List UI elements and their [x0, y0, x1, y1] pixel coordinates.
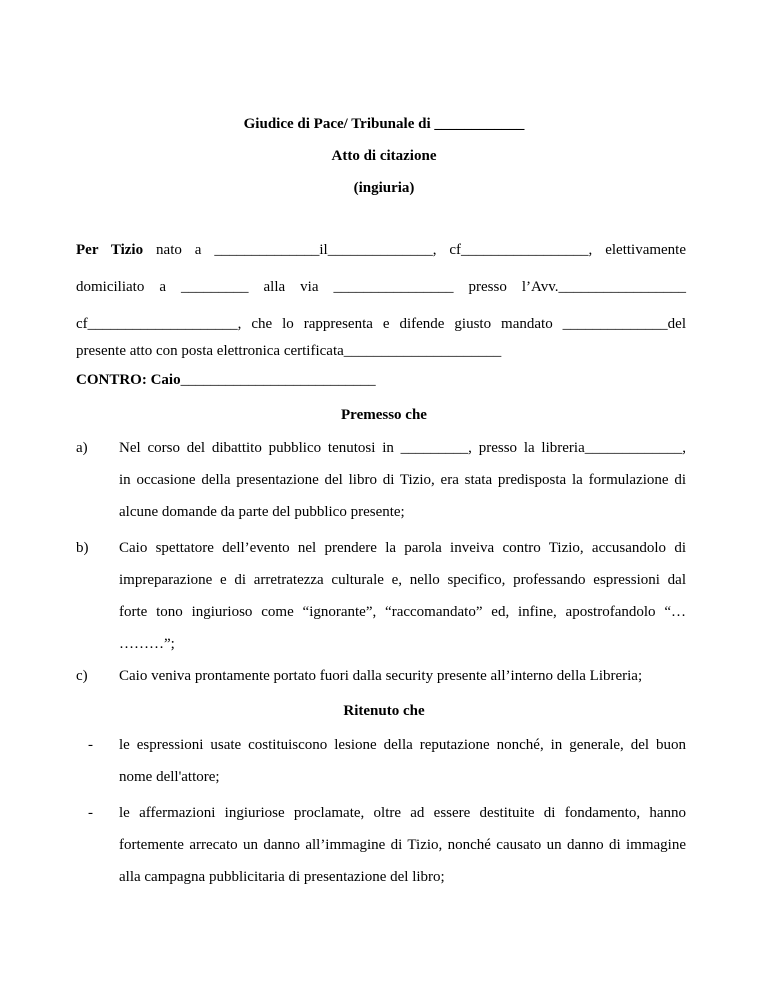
- list-marker: c): [76, 668, 88, 684]
- document-title: Atto di citazione: [331, 148, 437, 164]
- parties-line-2: domiciliato a _________ alla via ________________ presso l’Avv._________________: [76, 279, 686, 295]
- contro-blank: __________________________: [180, 372, 376, 388]
- court-heading: Giudice di Pace/ Tribunale di ____________: [243, 116, 525, 132]
- parties-line-1: [76, 242, 686, 259]
- list-item-line: fortemente arrecato un danno all’immagine di Tizio, nonché causato un danno di immagine: [119, 837, 686, 853]
- list-item-line: impreparazione e di arretratezza culturale e, nello specifico, professando espressioni dal: [119, 572, 686, 588]
- list-item-line: alla campagna pubblicitaria di presentazione del libro;: [119, 869, 445, 885]
- list-item-line: forte tono ingiurioso come “ignorante”, “raccomandato” ed, infine, apostrofandolo “…: [119, 604, 686, 620]
- list-item-line: Caio veniva prontamente portato fuori dalla security presente all’interno della Libreria;: [119, 668, 643, 684]
- parties-line-3: cf____________________, che lo rappresenta e difende giusto mandato ______________del: [76, 316, 686, 332]
- list-marker: -: [88, 737, 93, 753]
- premesso-heading: Premesso che: [341, 407, 427, 423]
- list-item-line: le affermazioni ingiuriose proclamate, oltre ad essere destituite di fondamento, hanno: [119, 805, 686, 821]
- ritenuto-heading: Ritenuto che: [343, 703, 425, 719]
- per-label: Per Tizio: [76, 242, 144, 258]
- contro-label: CONTRO: Caio: [76, 372, 181, 388]
- parties-line-4: presente atto con posta elettronica certificata_____________________: [76, 343, 502, 359]
- list-item-line: ………”;: [119, 636, 175, 652]
- parties-line-1-text: nato a ______________il______________, cf_________________, elettivamente: [156, 242, 687, 258]
- contro-line: [76, 372, 376, 389]
- list-item-line: in occasione della presentazione del libro di Tizio, era stata predisposta la formulazione di: [119, 472, 686, 488]
- list-item-line: le espressioni usate costituiscono lesione della reputazione nonché, in generale, del buon: [119, 737, 686, 753]
- list-marker: b): [76, 540, 89, 556]
- list-marker: -: [88, 805, 93, 821]
- list-item-line: nome dell'attore;: [119, 769, 220, 785]
- list-marker: a): [76, 440, 88, 456]
- list-item-line: Caio spettatore dell’evento nel prendere la parola inveiva contro Tizio, accusandolo di: [119, 540, 686, 556]
- document-subtitle: (ingiuria): [353, 180, 415, 196]
- list-item-line: Nel corso del dibattito pubblico tenutosi in _________, presso la libreria_____________,: [119, 440, 686, 456]
- list-item-line: alcune domande da parte del pubblico presente;: [119, 504, 405, 520]
